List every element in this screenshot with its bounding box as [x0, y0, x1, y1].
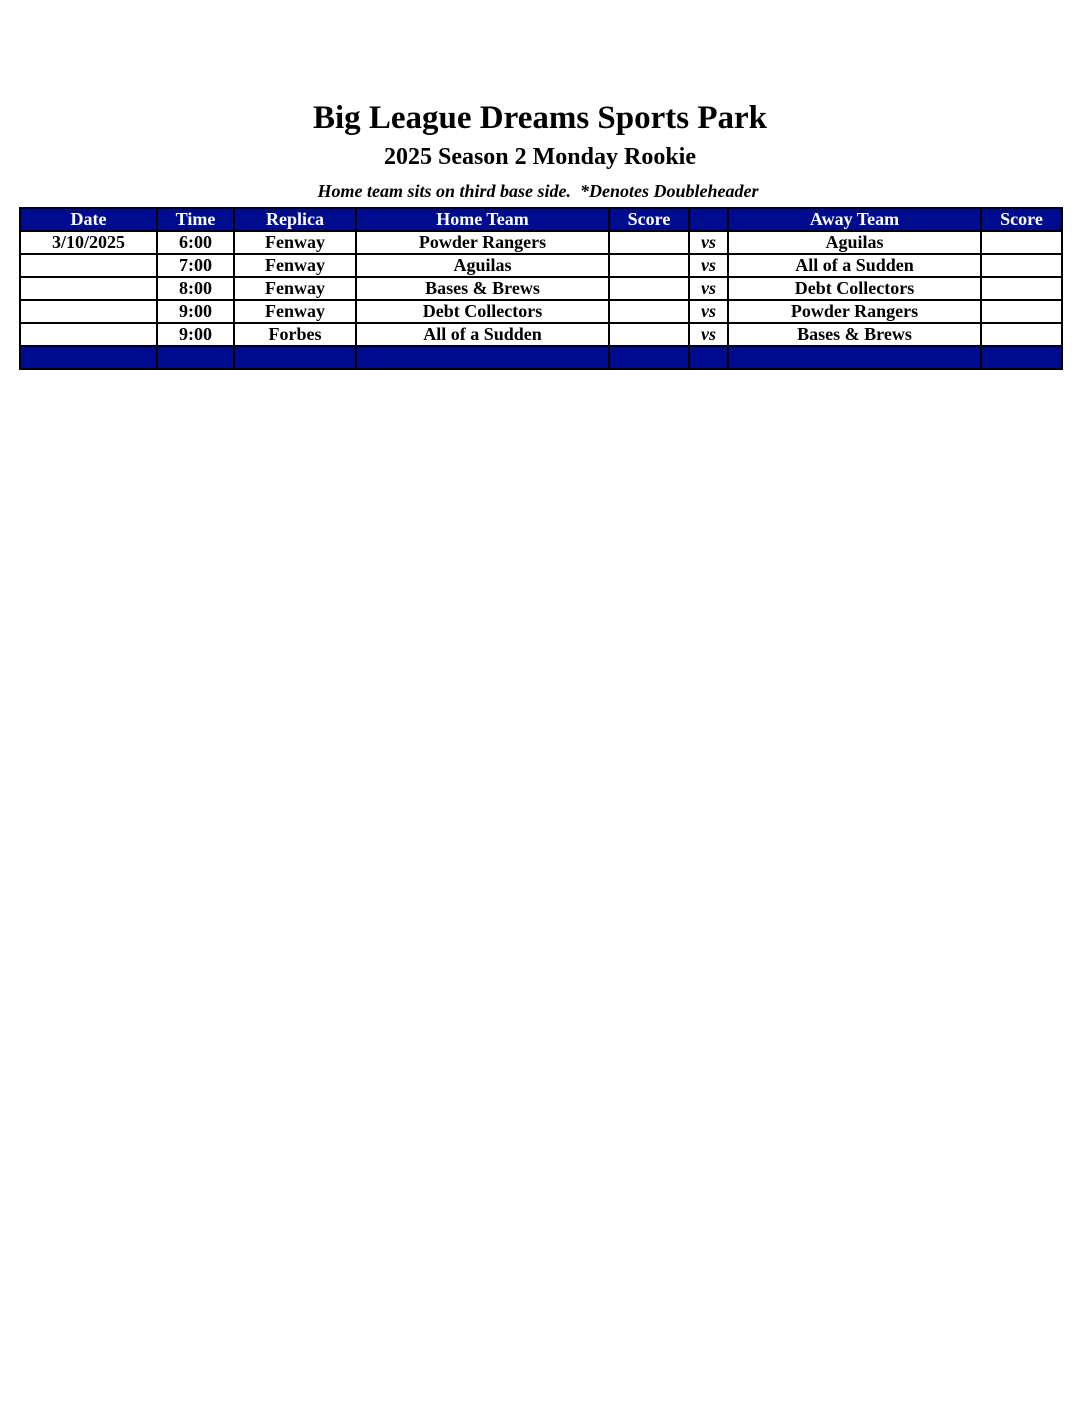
- footer-cell: [157, 346, 234, 369]
- header-away-score: Score: [981, 208, 1062, 231]
- footer-cell: [728, 346, 981, 369]
- header-date: Date: [20, 208, 157, 231]
- cell-home-score: [609, 254, 689, 277]
- cell-away-team: Aguilas: [728, 231, 981, 254]
- table-row: [20, 300, 1062, 323]
- footer-cell: [356, 346, 609, 369]
- header-home-score: Score: [609, 208, 689, 231]
- cell-away-team: Bases & Brews: [728, 323, 981, 346]
- cell-away-team: Debt Collectors: [728, 277, 981, 300]
- cell-replica: Forbes: [234, 323, 356, 346]
- cell-vs: vs: [689, 277, 728, 300]
- cell-home-team: All of a Sudden: [356, 323, 609, 346]
- table-header-row: [20, 208, 1062, 231]
- cell-home-team: Powder Rangers: [356, 231, 609, 254]
- cell-date: [20, 323, 157, 346]
- cell-vs: vs: [689, 254, 728, 277]
- cell-date: 3/10/2025: [20, 231, 157, 254]
- cell-vs: vs: [689, 323, 728, 346]
- cell-replica: Fenway: [234, 277, 356, 300]
- cell-home-score: [609, 323, 689, 346]
- header-replica: Replica: [234, 208, 356, 231]
- table-row: [20, 323, 1062, 346]
- footer-cell: [981, 346, 1062, 369]
- cell-time: 9:00: [157, 300, 234, 323]
- cell-home-score: [609, 277, 689, 300]
- cell-time: 9:00: [157, 323, 234, 346]
- cell-home-score: [609, 300, 689, 323]
- footer-cell: [689, 346, 728, 369]
- cell-date: [20, 254, 157, 277]
- page-subtitle: 2025 Season 2 Monday Rookie: [383, 144, 697, 170]
- header-away-team: Away Team: [728, 208, 981, 231]
- cell-away-score: [981, 323, 1062, 346]
- footer-cell: [609, 346, 689, 369]
- cell-away-score: [981, 231, 1062, 254]
- cell-away-score: [981, 300, 1062, 323]
- cell-time: 7:00: [157, 254, 234, 277]
- cell-home-team: Debt Collectors: [356, 300, 609, 323]
- cell-away-team: Powder Rangers: [728, 300, 981, 323]
- cell-vs: vs: [689, 300, 728, 323]
- table-row: [20, 231, 1062, 254]
- cell-replica: Fenway: [234, 300, 356, 323]
- cell-vs: vs: [689, 231, 728, 254]
- table-row: [20, 277, 1062, 300]
- header-time: Time: [157, 208, 234, 231]
- cell-replica: Fenway: [234, 254, 356, 277]
- footer-cell: [20, 346, 157, 369]
- cell-time: 6:00: [157, 231, 234, 254]
- table-footer-row: [20, 346, 1062, 369]
- cell-replica: Fenway: [234, 231, 356, 254]
- table-row: [20, 254, 1062, 277]
- cell-time: 8:00: [157, 277, 234, 300]
- cell-away-score: [981, 254, 1062, 277]
- footer-cell: [234, 346, 356, 369]
- schedule-table: [19, 207, 1063, 370]
- cell-home-team: Aguilas: [356, 254, 609, 277]
- header-vs: [689, 208, 728, 231]
- cell-home-team: Bases & Brews: [356, 277, 609, 300]
- cell-date: [20, 300, 157, 323]
- cell-date: [20, 277, 157, 300]
- header-home-team: Home Team: [356, 208, 609, 231]
- cell-home-score: [609, 231, 689, 254]
- cell-away-team: All of a Sudden: [728, 254, 981, 277]
- cell-away-score: [981, 277, 1062, 300]
- page-title: Big League Dreams Sports Park: [312, 100, 768, 136]
- schedule-note: Home team sits on third base side. *Denotes Doubleheader: [317, 181, 759, 201]
